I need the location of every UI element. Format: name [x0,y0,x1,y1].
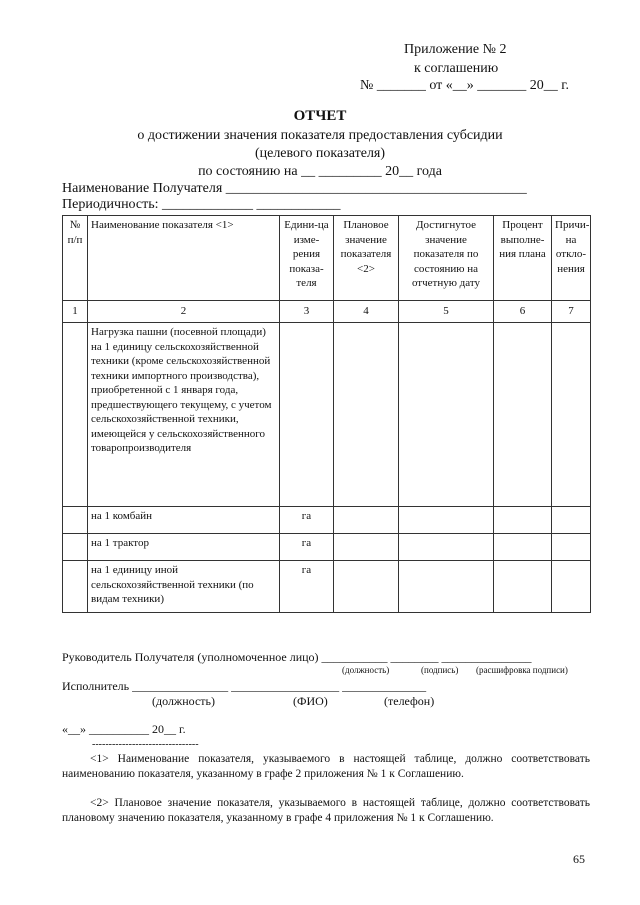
appendix-agreement-ref: № _______ от «__» _______ 20__ г. [360,78,569,93]
page-number: 65 [573,852,585,866]
periodicity-line: Периодичность: _____________ ____________ [62,197,341,212]
table-cell [399,534,494,561]
column-number-row [63,301,591,323]
table-cell [399,323,494,507]
appendix-number: Приложение № 2 [404,42,507,57]
unit-cell: га [280,507,334,534]
table-cell [494,561,552,613]
table-cell [63,561,88,613]
footnote-1-text: <1> Наименование показателя, указываемого в настоящей таблице, должно соответствовать наименованию показателя, указанному в графе 2 приложения № 1 к Соглашению. [62,753,590,780]
unit-cell: га [280,561,334,613]
footnote-2-text: <2> Плановое значение показателя, указываемого в настоящей таблице, должно соответствовать плановому значению показателя, указанному в графе 4 приложения № 1 к Соглашению. [62,797,590,824]
header-cell: Достигнутое значение показателя по состоянию на отчетную дату [399,216,494,301]
column-number: 6 [494,301,552,323]
appendix-agreement: к соглашению [414,61,499,76]
caption-signature-decoding: (расшифровка подписи) [476,665,568,675]
indicator-name: Нагрузка пашни (посевной площади) на 1 единицу сельскохозяйственной техники (кроме сельскохозяйственной техники импортного производства), приобретенной с 1 января года, предшествующего текущему, с учетом сельскохозяйственной техники, имеющейся у сельскохозяйственного товаропроизводителя [88,323,280,507]
column-number: 5 [399,301,494,323]
header-cell: Плановое значение показателя <2> [334,216,399,301]
table-cell [334,323,399,507]
table-header-row [63,216,591,301]
table-row [63,561,591,613]
column-number: 2 [88,301,280,323]
executor-line: Исполнитель ________________ __________________ ______________ [62,679,427,693]
header-cell: Наименование показателя <1> [88,216,280,301]
column-number: 7 [552,301,591,323]
recipient-name-line: Наименование Получателя ___________________________________________ [62,181,527,196]
caption-executor-phone: (телефон) [384,694,435,708]
header-cell: Процент выполне-ния плана [494,216,552,301]
table-cell [63,323,88,507]
report-subtitle-target: (целевого показателя) [254,146,386,161]
table-row [63,507,591,534]
table-cell [63,507,88,534]
caption-position: (должность) [342,665,390,675]
table-cell [494,507,552,534]
report-subtitle: о достижении значения показателя предоставления субсидии [137,128,503,143]
header-cell: Едини-ца изме-рения показа-теля [280,216,334,301]
header-cell: Причи-на откло-нения [552,216,591,301]
footnote-separator: -------------------------------- [92,739,199,750]
table-cell [552,561,591,613]
column-number: 3 [280,301,334,323]
table-cell [552,323,591,507]
indicator-name: на 1 единицу иной сельскохозяйственной техники (по видам техники) [88,561,280,613]
table-cell [494,323,552,507]
unit-cell [280,323,334,507]
report-title: ОТЧЕТ [293,108,347,124]
table-row [63,323,591,507]
indicator-table [62,215,591,613]
unit-cell: га [280,534,334,561]
indicator-name: на 1 комбайн [88,507,280,534]
report-as-of-date: по состоянию на __ _________ 20__ года [198,164,442,179]
signature-date-line: «__» __________ 20__ г. [62,722,186,736]
table-cell [334,534,399,561]
caption-executor-position: (должность) [152,694,215,708]
table-row [63,534,591,561]
table-cell [399,561,494,613]
table-cell [399,507,494,534]
column-number: 1 [63,301,88,323]
indicator-name: на 1 трактор [88,534,280,561]
table-cell [63,534,88,561]
caption-signature: (подпись) [421,665,459,675]
footnote-1 [62,752,590,782]
column-number: 4 [334,301,399,323]
table-cell [334,561,399,613]
table-cell [334,507,399,534]
footnote-2 [62,796,590,826]
head-signature-line: Руководитель Получателя (уполномоченное лицо) ___________ ________ _______________ [62,650,532,664]
table-cell [552,507,591,534]
caption-executor-name: (ФИО) [293,694,328,708]
table-cell [552,534,591,561]
header-cell: № п/п [63,216,88,301]
table-cell [494,534,552,561]
